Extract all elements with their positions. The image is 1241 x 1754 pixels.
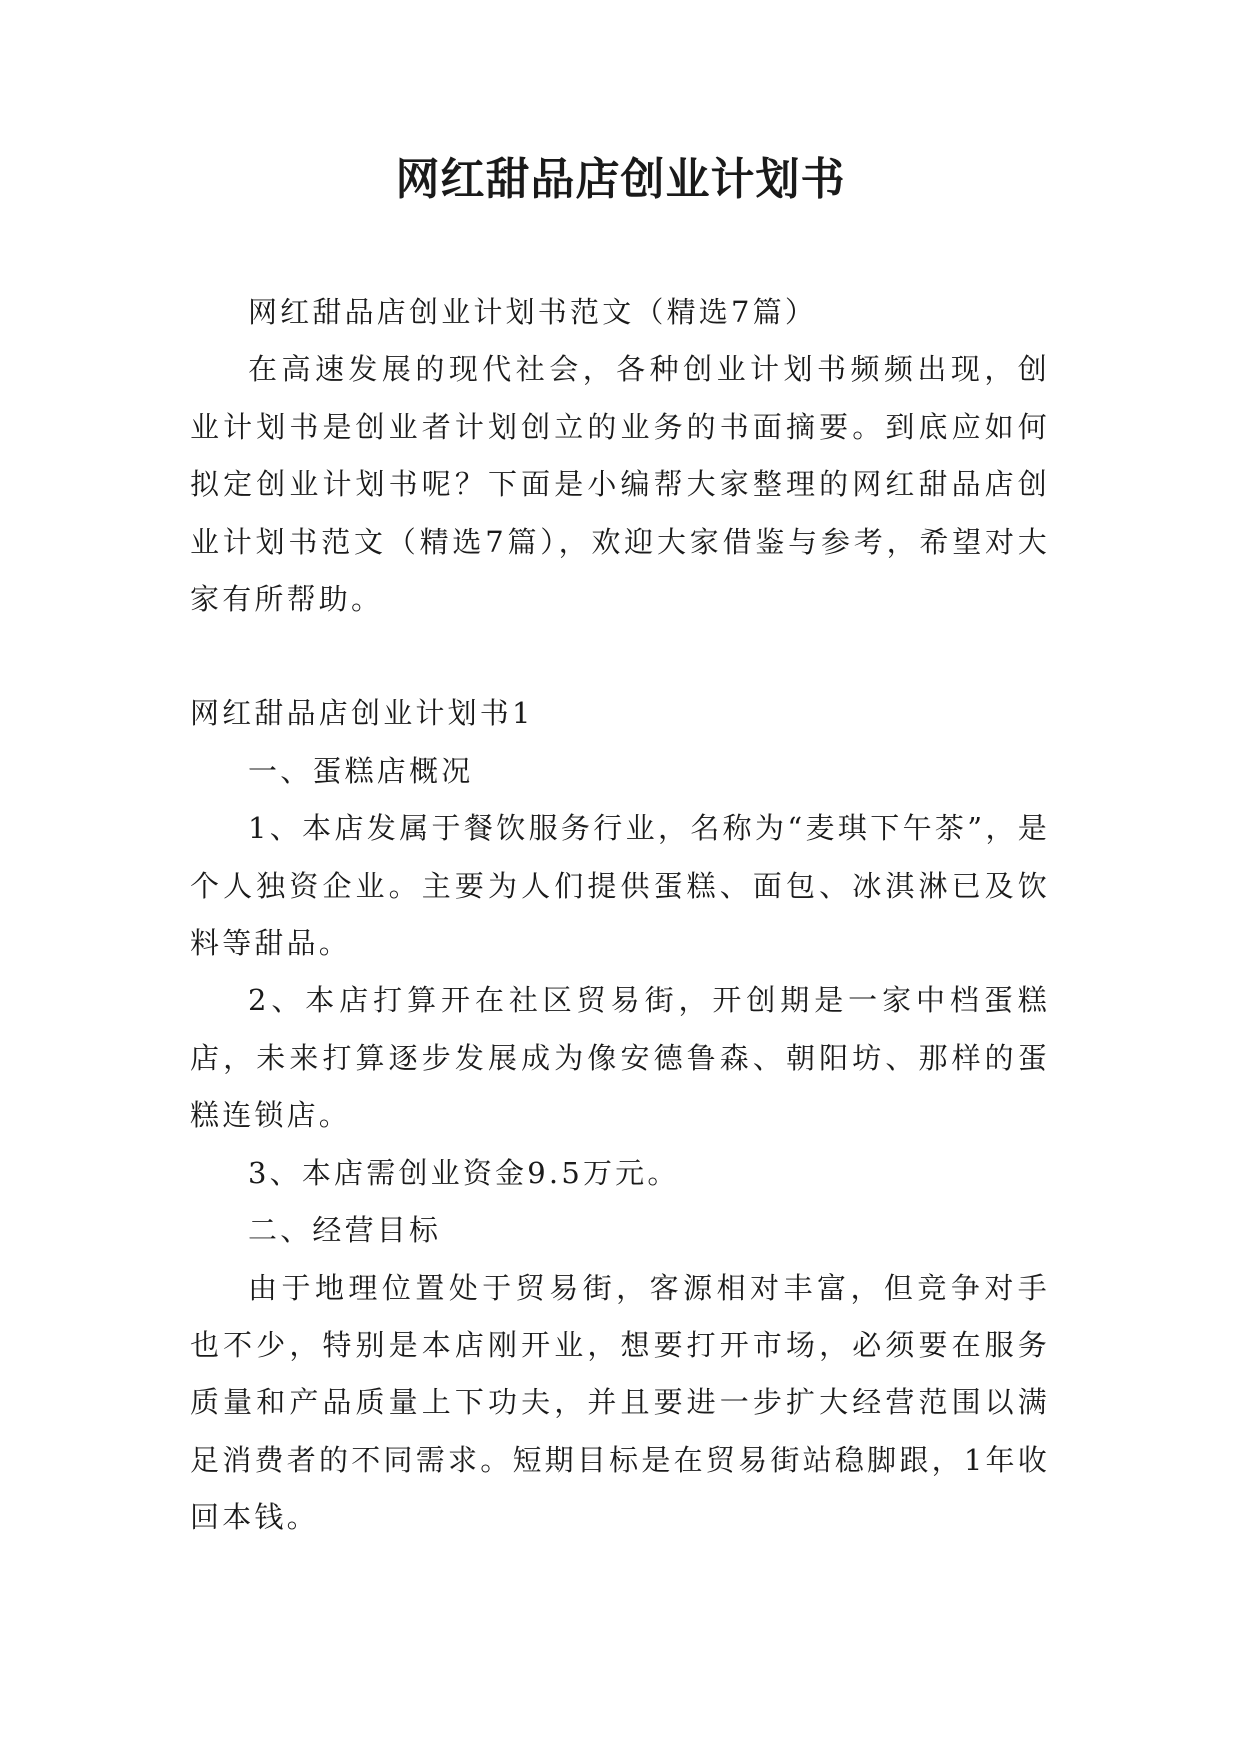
document-title: 网红甜品店创业计划书 xyxy=(395,154,846,205)
subsection-heading-overview: 一、蛋糕店概况 xyxy=(248,753,474,788)
subtitle-paragraph: 网红甜品店创业计划书范文（精选7篇） xyxy=(248,295,818,329)
section-heading: 网红甜品店创业计划书1 xyxy=(190,696,534,731)
overview-item-3: 3、本店需创业资金9.5万元。 xyxy=(248,1155,680,1190)
subsection-heading-goals: 二、经营目标 xyxy=(248,1213,442,1248)
document-body xyxy=(190,284,1050,1547)
overview-item-1: 1、本店发属于餐饮服务行业，名称为“麦琪下午茶”，是个人独资企业。主要为人们提供蛋糕、面包、冰淇淋已及饮料等甜品。 xyxy=(190,811,1050,961)
goals-paragraph: 由于地理位置处于贸易街，客源相对丰富，但竞争对手也不少，特别是本店刚开业，想要打开市场，必须要在服务质量和产品质量上下功夫，并且要进一步扩大经营范围以满足消费者的不同需求。短期目标是在贸易街站稳脚跟，1年收回本钱。 xyxy=(190,1270,1050,1535)
overview-item-2: 2、本店打算开在社区贸易街，开创期是一家中档蛋糕店，未来打算逐步发展成为像安德鲁森、朝阳坊、那样的蛋糕连锁店。 xyxy=(190,983,1050,1133)
paragraph-gap xyxy=(190,628,1050,685)
intro-paragraph: 在高速发展的现代社会，各种创业计划书频频出现，创业计划书是创业者计划创立的业务的书面摘要。到底应如何拟定创业计划书呢？下面是小编帮大家整理的网红甜品店创业计划书范文（精选7篇），欢迎大家借鉴与参考，希望对大家有所帮助。 xyxy=(190,352,1050,617)
